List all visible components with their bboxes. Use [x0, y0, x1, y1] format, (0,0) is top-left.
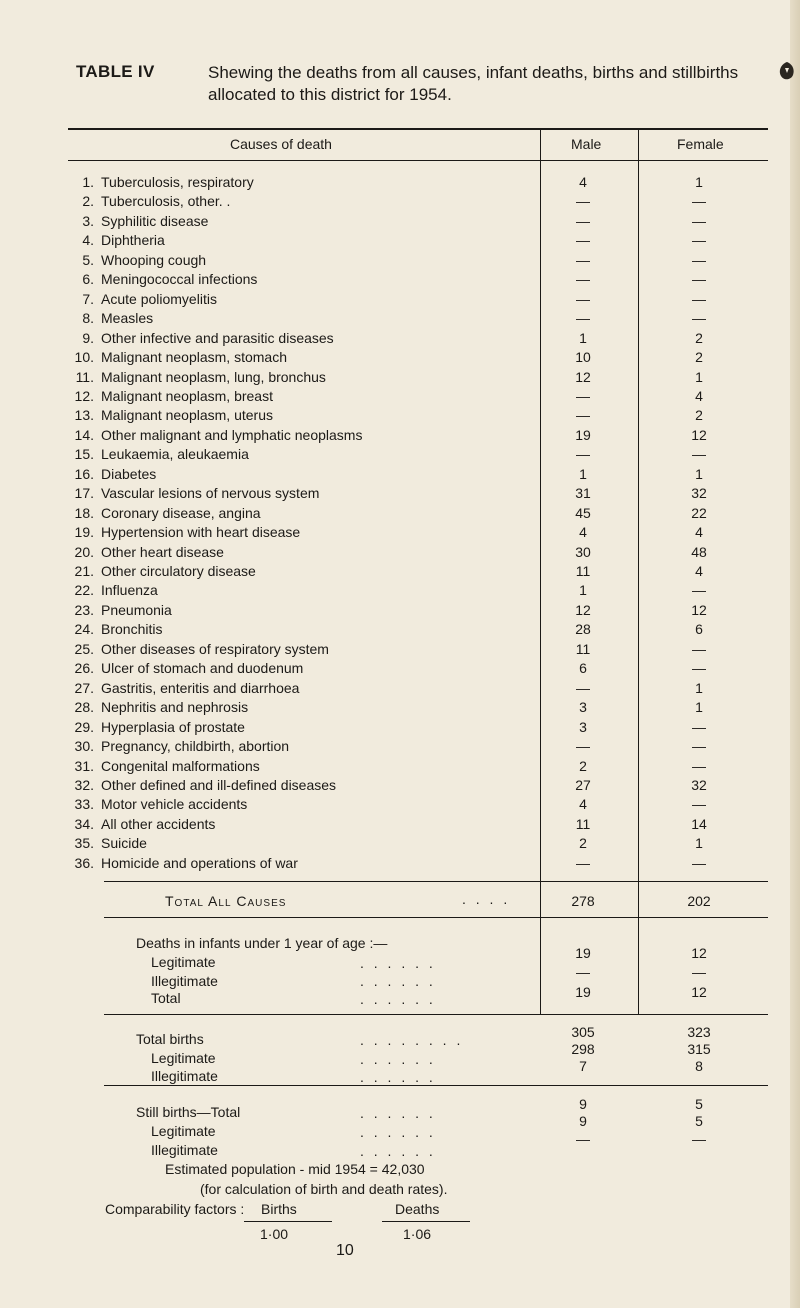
cause-female-value: —: [692, 193, 706, 210]
cause-female-value: —: [692, 290, 706, 307]
cause-row: [68, 368, 768, 388]
cause-name: Diabetes: [101, 465, 157, 482]
cause-name: Malignant neoplasm, breast: [101, 387, 273, 404]
cause-name: Acute poliomyelitis: [101, 290, 217, 307]
cause-male-value: 4: [579, 174, 587, 190]
cause-row: [68, 173, 768, 193]
cause-female-value: 6: [695, 621, 703, 638]
cause-number: 32.: [74, 776, 94, 793]
cause-name: Syphilitic disease: [101, 212, 209, 229]
cause-male-value: —: [576, 679, 590, 696]
cause-number: 17.: [74, 485, 94, 502]
cause-name: Diphtheria: [101, 232, 165, 249]
population-note: (for calculation of birth and death rates).: [200, 1181, 448, 1197]
cause-female-value: —: [692, 757, 706, 774]
cause-name: Pneumonia: [101, 601, 172, 618]
cause-male-value: —: [576, 387, 590, 404]
cause-male-value: 45: [575, 504, 591, 521]
stillbirths-total-label: Still births—Total: [136, 1104, 241, 1120]
cause-number: 27.: [74, 679, 94, 696]
births-legitimate-female-value: 315: [687, 1041, 711, 1057]
cause-number: 28.: [74, 699, 94, 716]
cause-number: 36.: [74, 854, 94, 871]
births-total-female-value: 323: [687, 1024, 711, 1040]
stillbirths-legitimate-male-value: 9: [579, 1113, 587, 1129]
cause-male-value: 3: [579, 718, 587, 735]
cause-row: [68, 309, 768, 329]
comparability-label: Comparability factors :: [105, 1201, 245, 1217]
comparability-deaths-label: Deaths: [395, 1201, 440, 1217]
infant-total-female-value: 12: [691, 984, 707, 1000]
cause-number: 9.: [82, 329, 94, 346]
cause-male-value: —: [576, 232, 590, 249]
infant-illegitimate-label: Illegitimate: [151, 973, 218, 989]
cause-name: Meningococcal infections: [101, 271, 258, 288]
total-bottom-rule: [104, 917, 768, 918]
stillbirths-legitimate-label: Legitimate: [151, 1123, 216, 1139]
infant-leader-dots: . . . . . . . . . . . . . . . . . .: [360, 955, 436, 1007]
cause-female-value: 1: [695, 835, 703, 852]
births-bottom-rule: [104, 1085, 768, 1086]
stillbirths-illegitimate-male-value: —: [576, 1131, 590, 1147]
cause-number: 1.: [82, 174, 94, 190]
cause-male-value: 1: [579, 465, 587, 482]
cause-male-value: —: [576, 290, 590, 307]
cause-row: [68, 445, 768, 465]
cause-row: [68, 212, 768, 232]
cause-number: 35.: [74, 835, 94, 852]
cause-name: Other circulatory disease: [101, 563, 256, 579]
female-column-header: Female: [677, 136, 724, 152]
page-edge-shadow: [790, 0, 800, 1308]
comparability-births-rule: [244, 1221, 332, 1222]
cause-number: 23.: [74, 601, 94, 618]
comparability-births-label: Births: [261, 1201, 297, 1217]
cause-female-value: —: [692, 212, 706, 229]
cause-number: 18.: [74, 504, 94, 521]
cause-male-value: 28: [575, 621, 591, 638]
cause-row: [68, 504, 768, 524]
cause-female-value: —: [692, 582, 706, 599]
cause-name: Tuberculosis, respiratory: [101, 174, 254, 190]
cause-row: [68, 776, 768, 796]
cause-female-value: 32: [691, 485, 707, 502]
cause-name: Other infective and parasitic diseases: [101, 329, 334, 346]
births-illegitimate-female-value: 8: [695, 1058, 703, 1074]
births-legitimate-label: Legitimate: [151, 1050, 216, 1066]
cause-male-value: —: [576, 407, 590, 424]
cause-number: 13.: [74, 407, 94, 424]
cause-female-value: 32: [691, 776, 707, 793]
comparability-deaths-rule: [382, 1221, 470, 1222]
cause-male-value: 27: [575, 776, 591, 793]
cause-male-value: —: [576, 310, 590, 327]
total-all-causes-label: Total All Causes: [165, 893, 287, 909]
cause-name: Vascular lesions of nervous system: [101, 485, 320, 502]
cause-female-value: —: [692, 640, 706, 657]
cause-number: 12.: [74, 387, 94, 404]
cause-row: [68, 192, 768, 212]
cause-number: 25.: [74, 640, 94, 657]
cause-female-value: 1: [695, 699, 703, 716]
table-title-label: TABLE IV: [76, 62, 155, 81]
cause-female-value: 4: [695, 387, 703, 404]
cause-name: Gastritis, enteritis and diarrhoea: [101, 679, 300, 696]
cause-row: [68, 640, 768, 660]
cause-name: All other accidents: [101, 815, 216, 832]
cause-female-value: —: [692, 271, 706, 288]
cause-number: 16.: [74, 465, 94, 482]
cause-number: 20.: [74, 543, 94, 560]
cause-row: [68, 426, 768, 446]
cause-row: [68, 854, 768, 874]
cause-male-value: —: [576, 446, 590, 463]
cause-row: [68, 387, 768, 407]
header-top-rule: [68, 128, 768, 130]
cause-female-value: 4: [695, 563, 703, 579]
stillbirths-total-male-value: 9: [579, 1096, 587, 1112]
cause-name: Congenital malformations: [101, 757, 260, 774]
cause-female-value: —: [692, 446, 706, 463]
cause-name: Malignant neoplasm, uterus: [101, 407, 273, 424]
cause-number: 29.: [74, 718, 94, 735]
total-top-rule: [104, 881, 768, 882]
cause-number: 4.: [82, 232, 94, 249]
cause-name: Coronary disease, angina: [101, 504, 261, 521]
cause-male-value: 2: [579, 757, 587, 774]
cause-number: 34.: [74, 815, 94, 832]
header-bottom-rule: [68, 160, 768, 161]
cause-row: [68, 270, 768, 290]
cause-male-value: —: [576, 738, 590, 755]
cause-name: Other diseases of respiratory system: [101, 640, 329, 657]
cause-number: 15.: [74, 446, 94, 463]
cause-number: 31.: [74, 757, 94, 774]
cause-male-value: 4: [579, 796, 587, 813]
cause-number: 21.: [74, 563, 94, 579]
cause-female-value: 22: [691, 504, 707, 521]
cause-female-value: —: [692, 660, 706, 677]
cause-row: [68, 679, 768, 699]
cause-row: [68, 465, 768, 485]
cause-name: Measles: [101, 310, 154, 327]
cause-row: [68, 562, 768, 582]
male-column-header: Male: [571, 136, 602, 152]
cause-female-value: 12: [691, 426, 707, 443]
cause-row: [68, 698, 768, 718]
cause-male-value: 1: [579, 582, 587, 599]
cause-male-value: —: [576, 271, 590, 288]
cause-row: [68, 718, 768, 738]
total-female-value: 202: [687, 893, 711, 909]
infant-legitimate-label: Legitimate: [151, 954, 216, 970]
births-total-male-value: 305: [571, 1024, 595, 1040]
cause-male-value: 30: [575, 543, 591, 560]
cause-female-value: 1: [695, 174, 703, 190]
cause-name: Whooping cough: [101, 251, 207, 268]
cause-number: 5.: [82, 251, 94, 268]
births-illegitimate-label: Illegitimate: [151, 1068, 218, 1084]
cause-name: Leukaemia, aleukaemia: [101, 446, 249, 463]
cause-name: Tuberculosis, other. .: [101, 193, 231, 210]
total-leader-dots: . . . .: [462, 891, 511, 907]
page-number: 10: [336, 1242, 354, 1259]
cause-name: Pregnancy, childbirth, abortion: [101, 738, 290, 755]
cause-row: [68, 737, 768, 757]
cause-female-value: 1: [695, 368, 703, 385]
cause-male-value: 6: [579, 660, 587, 677]
cause-female-value: 1: [695, 465, 703, 482]
cause-name: Ulcer of stomach and duodenum: [101, 660, 304, 677]
cause-female-value: —: [692, 854, 706, 871]
cause-male-value: 19: [575, 426, 591, 443]
births-legitimate-male-value: 298: [571, 1041, 595, 1057]
cause-number: 24.: [74, 621, 94, 638]
cause-male-value: 11: [575, 640, 591, 657]
cause-male-value: 12: [575, 368, 591, 385]
infant-total-male-value: 19: [575, 984, 591, 1000]
cause-name: Nephritis and nephrosis: [101, 699, 249, 716]
cause-name: Influenza: [101, 582, 158, 599]
cause-row: [68, 329, 768, 349]
cause-number: 10.: [74, 349, 94, 366]
infant-deaths-label: Deaths in infants under 1 year of age :—: [136, 935, 388, 951]
cause-male-value: —: [576, 193, 590, 210]
cause-row: [68, 406, 768, 426]
cause-female-value: 1: [695, 679, 703, 696]
cause-number: 33.: [74, 796, 94, 813]
cause-row: [68, 348, 768, 368]
cause-male-value: 31: [575, 485, 591, 502]
cause-number: 11.: [75, 368, 94, 385]
cause-female-value: 12: [691, 601, 707, 618]
cause-number: 6.: [82, 271, 94, 288]
cause-female-value: —: [692, 232, 706, 249]
cause-number: 3.: [82, 212, 94, 229]
cause-male-value: 4: [579, 524, 587, 541]
cause-number: 14.: [74, 426, 94, 443]
corner-stain-icon: [778, 60, 796, 82]
cause-number: 30.: [74, 738, 94, 755]
cause-row: [68, 601, 768, 621]
comparability-deaths-value: 1·06: [403, 1226, 432, 1242]
infant-illegitimate-male-value: —: [576, 964, 590, 980]
cause-female-value: 48: [691, 543, 707, 560]
cause-female-value: —: [692, 718, 706, 735]
cause-female-value: —: [692, 796, 706, 813]
cause-male-value: 10: [575, 349, 591, 366]
cause-row: [68, 581, 768, 601]
causes-column-header: Causes of death: [230, 136, 332, 152]
stillbirths-leader-dots: . . . . . . . . . . . . . . . . . .: [360, 1105, 436, 1159]
stillbirths-illegitimate-label: Illegitimate: [151, 1142, 218, 1158]
cause-row: [68, 620, 768, 640]
infant-bottom-rule: [104, 1014, 768, 1015]
cause-female-value: —: [692, 251, 706, 268]
cause-name: Other defined and ill-defined diseases: [101, 776, 337, 793]
cause-female-value: 2: [695, 349, 703, 366]
cause-row: [68, 795, 768, 815]
cause-row: [68, 757, 768, 777]
cause-female-value: —: [692, 310, 706, 327]
cause-male-value: —: [576, 854, 590, 871]
cause-row: [68, 290, 768, 310]
infant-illegitimate-female-value: —: [692, 964, 706, 980]
cause-name: Homicide and operations of war: [101, 854, 298, 871]
cause-name: Other heart disease: [101, 543, 224, 560]
infant-legitimate-male-value: 19: [575, 945, 591, 961]
cause-male-value: 11: [575, 815, 591, 832]
cause-female-value: —: [692, 738, 706, 755]
stillbirths-illegitimate-female-value: —: [692, 1131, 706, 1147]
cause-number: 7.: [82, 290, 94, 307]
cause-name: Suicide: [101, 835, 147, 852]
cause-name: Hypertension with heart disease: [101, 524, 301, 541]
cause-row: [68, 659, 768, 679]
cause-male-value: 12: [575, 601, 591, 618]
total-male-value: 278: [571, 893, 595, 909]
births-leader-dots: . . . . . . . . . . . . . . . . . . . .: [360, 1032, 464, 1085]
total-births-label: Total births: [136, 1031, 204, 1047]
population-estimate: Estimated population - mid 1954 = 42,030: [165, 1161, 425, 1177]
cause-male-value: 2: [579, 835, 587, 852]
cause-female-value: 2: [695, 329, 703, 346]
infant-legitimate-female-value: 12: [691, 945, 707, 961]
stillbirths-legitimate-female-value: 5: [695, 1113, 703, 1129]
cause-male-value: —: [576, 212, 590, 229]
cause-row: [68, 484, 768, 504]
cause-name: Malignant neoplasm, lung, bronchus: [101, 368, 326, 385]
cause-male-value: 11: [575, 563, 591, 579]
cause-row: [68, 834, 768, 854]
cause-name: Hyperplasia of prostate: [101, 718, 245, 735]
cause-female-value: 14: [691, 815, 707, 832]
cause-name: Malignant neoplasm, stomach: [101, 349, 287, 366]
cause-number: 19.: [74, 524, 94, 541]
comparability-births-value: 1·00: [260, 1226, 289, 1242]
cause-number: 26.: [74, 660, 94, 677]
infant-total-label: Total: [151, 990, 181, 1006]
cause-male-value: —: [576, 251, 590, 268]
cause-number: 2.: [82, 193, 94, 210]
cause-female-value: 4: [695, 524, 703, 541]
cause-row: [68, 251, 768, 271]
cause-row: [68, 523, 768, 543]
cause-number: 22.: [74, 582, 94, 599]
cause-male-value: 3: [579, 699, 587, 716]
cause-male-value: 1: [579, 329, 587, 346]
cause-name: Other malignant and lymphatic neoplasms: [101, 426, 363, 443]
cause-female-value: 2: [695, 407, 703, 424]
cause-row: [68, 815, 768, 835]
table-title-text: Shewing the deaths from all causes, infant deaths, births and stillbirths allocated to this district for 1954.: [208, 63, 739, 104]
cause-name: Motor vehicle accidents: [101, 796, 248, 813]
cause-number: 8.: [82, 310, 94, 327]
births-illegitimate-male-value: 7: [579, 1058, 587, 1074]
cause-row: [68, 231, 768, 251]
cause-row: [68, 543, 768, 563]
cause-name: Bronchitis: [101, 621, 163, 638]
stillbirths-total-female-value: 5: [695, 1096, 703, 1112]
